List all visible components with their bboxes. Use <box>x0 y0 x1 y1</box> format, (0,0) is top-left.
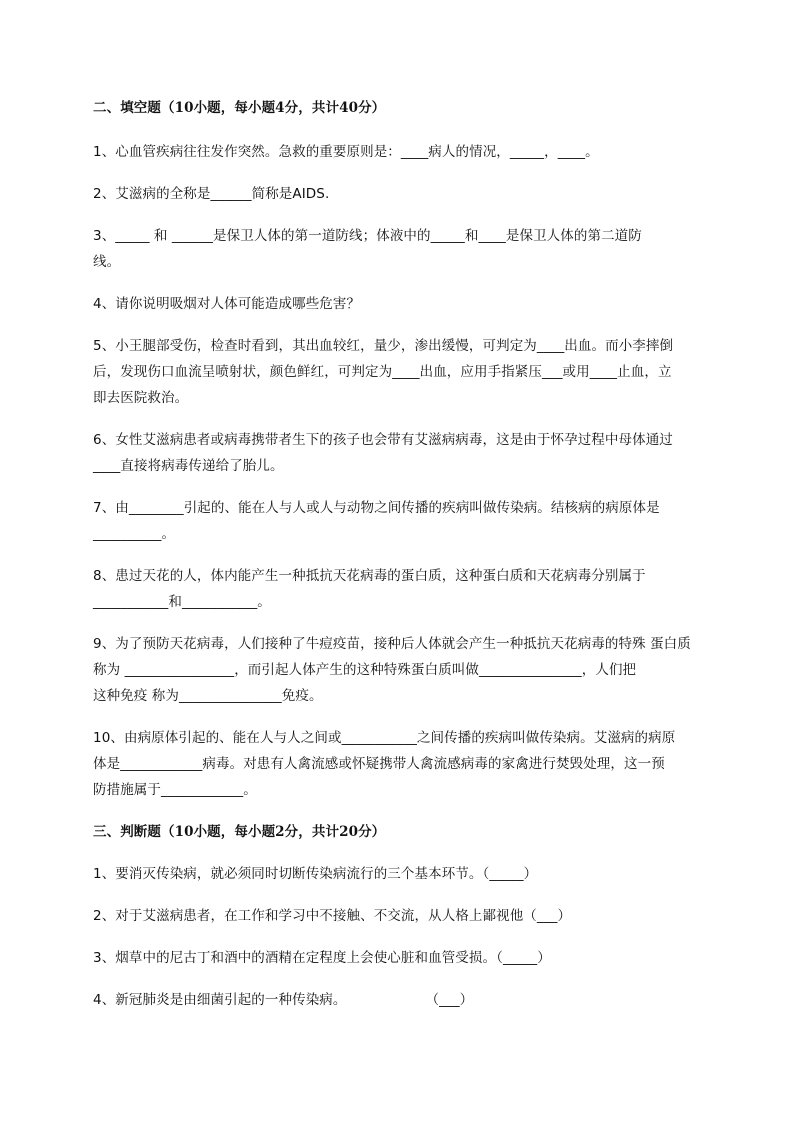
section2-question-10-line1: 10、由病原体引起的、能在人与人之间或___________之间传播的疾病叫做传染病。艾滋病的病原 <box>93 730 676 746</box>
section2-question-3-line2: 线。 <box>93 254 121 270</box>
section2-question-4: 4、请你说明吸烟对人体可能造成哪些危害？ <box>93 296 361 312</box>
section2-question-8-line2: ___________和___________。 <box>93 594 271 610</box>
section2-heading: 二、填空题（10小题，每小题4分，共计40分） <box>93 100 386 116</box>
section2-question-7-line1: 7、由________引起的、能在人与人或人与动物之间传播的疾病叫做传染病。结核病的病原体是 <box>93 500 660 516</box>
section2-question-10-line3: 防措施属于____________。 <box>93 782 257 798</box>
section3-heading: 三、判断题（10小题，每小题2分，共计20分） <box>93 824 386 840</box>
section2-question-1: 1、心血管疾病往往发作突然。急救的重要原则是：____病人的情况，_____，____。 <box>93 144 599 160</box>
section3-question-1: 1、要消灭传染病，就必须同时切断传染病流行的三个基本环节。（_____） <box>93 866 538 882</box>
section2-question-10-line2: 体是____________病毒。对患有人禽流感或怀疑携带人禽流感病毒的家禽进行焚毁处理，这一预 <box>93 756 665 772</box>
section2-question-9-line3: 这种免疫 称为_______________免疫。 <box>93 688 323 704</box>
section2-question-6-line2: ____直接将病毒传递给了胎儿。 <box>93 458 284 474</box>
section2-question-2: 2、艾滋病的全称是______简称是AIDS. <box>93 186 330 202</box>
section2-question-7-line2: __________。 <box>93 526 176 542</box>
section2-question-9-line2: 称为 ________________，而引起人体产生的这种特殊蛋白质叫做_______________，人们把 <box>93 662 637 678</box>
section3-question-3: 3、烟草中的尼古丁和酒中的酒精在定程度上会使心脏和血管受损。（_____） <box>93 950 551 966</box>
section2-question-9-line1: 9、为了预防天花病毒，人们接种了牛痘疫苗，接种后人体就会产生一种抵抗天花病毒的特殊 蛋白质 <box>93 636 691 652</box>
section2-question-8-line1: 8、患过天花的人，体内能产生一种抵抗天花病毒的蛋白质，这种蛋白质和天花病毒分别属于 <box>93 568 646 584</box>
section3-question-4: 4、新冠肺炎是由细菌引起的一种传染病。 （___） <box>93 992 474 1008</box>
section3-question-2: 2、对于艾滋病患者，在工作和学习中不接触、不交流，从人格上鄙视他（___） <box>93 908 572 924</box>
section2-question-5-line3: 即去医院救治。 <box>93 390 189 406</box>
section2-question-3-line1: 3、_____ 和 ______是保卫人体的第一道防线；体液中的_____和____是保卫人体的第二道防 <box>93 228 642 244</box>
section2-question-5-line2: 后，发现伤口血流呈喷射状，颜色鲜红，可判定为____出血，应用手指紧压___或用____止血，立 <box>93 364 672 380</box>
section2-question-5-line1: 5、小王腿部受伤，检查时看到，其出血较红，量少，渗出缓慢，可判定为____出血。而小李摔倒 <box>93 338 674 354</box>
section2-question-6-line1: 6、女性艾滋病患者或病毒携带者生下的孩子也会带有艾滋病病毒，这是由于怀孕过程中母体通过 <box>93 432 673 448</box>
